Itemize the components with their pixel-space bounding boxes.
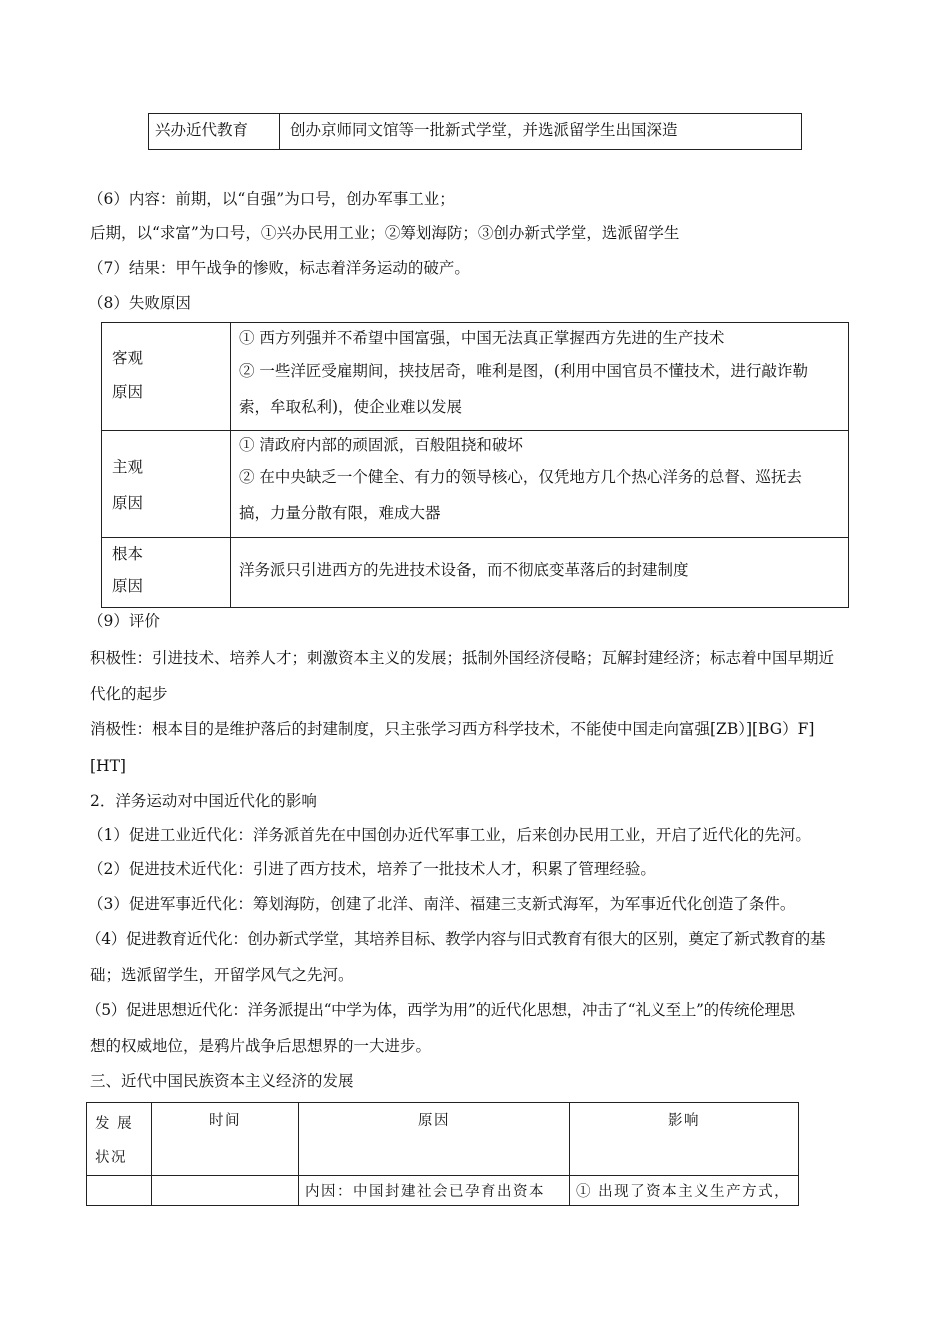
impact-item-5-line-2: 想的权威地位，是鸦片战争后思想界的一大进步。 bbox=[90, 1037, 432, 1055]
row-line: ① 西方列强并不希望中国富强，中国无法真正掌握西方先进的生产技术 bbox=[239, 329, 725, 347]
row-label-line: 原因 bbox=[112, 494, 144, 512]
development-table bbox=[86, 1102, 799, 1206]
section3-title: 三、近代中国民族资本主义经济的发展 bbox=[90, 1072, 354, 1090]
row-line: ① 清政府内部的顽固派，百般阻挠和破坏 bbox=[239, 436, 523, 454]
impact-item-3: （3）促进军事近代化：筹划海防，创建了北洋、南洋、福建三支新式海军，为军事近代化创造了条件。 bbox=[88, 895, 796, 913]
evaluation-heading: （9）评价 bbox=[88, 612, 160, 630]
header-status-line: 发 展 bbox=[95, 1116, 134, 1132]
row-line: 索，牟取私利)，使企业难以发展 bbox=[239, 398, 463, 416]
cell-time bbox=[152, 1176, 299, 1206]
row-label bbox=[102, 538, 231, 608]
section2-title: 2．洋务运动对中国近代化的影响 bbox=[90, 792, 317, 810]
content-late: 后期，以“求富”为口号，①兴办民用工业；②筹划海防；③创办新式学堂，选派留学生 bbox=[90, 224, 680, 242]
content-early: （6）内容：前期，以“自强”为口号，创办军事工业； bbox=[88, 190, 455, 208]
row-line: 搞，力量分散有限，难成大器 bbox=[239, 504, 441, 522]
cell-status bbox=[87, 1176, 152, 1206]
row-label-line: 客观 bbox=[112, 349, 144, 367]
impact-item-1: （1）促进工业近代化：洋务派首先在中国创办近代军事工业，后来创办民用工业，开启了近代化的先河。 bbox=[88, 826, 811, 844]
row-label-line: 原因 bbox=[112, 577, 144, 595]
impact-item-5-line-1: （5）促进思想近代化：洋务派提出“中学为体，西学为用”的近代化思想，冲击了“礼义至上”的传统伦理思 bbox=[86, 1001, 795, 1019]
education-label: 兴办近代教育 bbox=[149, 114, 280, 150]
education-table bbox=[148, 113, 802, 150]
row-line: ② 一些洋匠受雇期间，挟技居奇，唯利是图，(利用中国官员不懂技术，进行敲诈勒 bbox=[239, 362, 808, 380]
table-row bbox=[102, 538, 849, 608]
impact-item-2: （2）促进技术近代化：引进了西方技术，培养了一批技术人才，积累了管理经验。 bbox=[88, 860, 656, 878]
row-line: 洋务派只引进西方的先进技术设备，而不彻底变革落后的封建制度 bbox=[239, 561, 689, 579]
row-label bbox=[102, 431, 231, 538]
negative-line-2: [HT] bbox=[90, 757, 126, 775]
table-header-row bbox=[87, 1103, 799, 1176]
cell-impact: ① 出现了资本主义生产方式， bbox=[570, 1176, 799, 1206]
row-line: ② 在中央缺乏一个健全、有力的领导核心，仅凭地方几个热心洋务的总督、巡抚去 bbox=[239, 468, 802, 486]
failure-reasons-heading: （8）失败原因 bbox=[88, 294, 191, 312]
row-content bbox=[231, 431, 849, 538]
header-time: 时间 bbox=[152, 1103, 299, 1176]
row-content bbox=[231, 538, 849, 608]
table-row bbox=[102, 431, 849, 538]
cell-reason: 内因：中国封建社会已孕育出资本 bbox=[299, 1176, 570, 1206]
row-label-line: 根本 bbox=[112, 545, 144, 563]
positive-line-1: 积极性：引进技术、培养人才；刺激资本主义的发展；抵制外国经济侵略；瓦解封建经济；标志着中国早期近 bbox=[90, 649, 835, 667]
positive-line-2: 代化的起步 bbox=[90, 685, 168, 703]
header-reason: 原因 bbox=[299, 1103, 570, 1176]
row-label bbox=[102, 323, 231, 431]
header-status bbox=[87, 1103, 152, 1176]
table-row bbox=[87, 1176, 799, 1206]
failure-reasons-table bbox=[101, 322, 849, 608]
header-status-line: 状况 bbox=[95, 1150, 127, 1166]
row-label-line: 主观 bbox=[112, 458, 144, 476]
education-content: 创办京师同文馆等一批新式学堂，并选派留学生出国深造 bbox=[280, 114, 802, 150]
row-content bbox=[231, 323, 849, 431]
negative-line-1: 消极性：根本目的是维护落后的封建制度，只主张学习西方科学技术，不能使中国走向富强[ZB）][BG）F] bbox=[90, 720, 815, 738]
header-impact: 影响 bbox=[570, 1103, 799, 1176]
result-text: （7）结果：甲午战争的惨败，标志着洋务运动的破产。 bbox=[88, 259, 470, 277]
impact-item-4-line-2: 础；选派留学生，开留学风气之先河。 bbox=[90, 966, 354, 984]
row-label-line: 原因 bbox=[112, 383, 144, 401]
table-row bbox=[102, 323, 849, 431]
impact-item-4-line-1: （4）促进教育近代化：创办新式学堂，其培养目标、教学内容与旧式教育有很大的区别，奠定了新式教育的基 bbox=[86, 930, 826, 948]
